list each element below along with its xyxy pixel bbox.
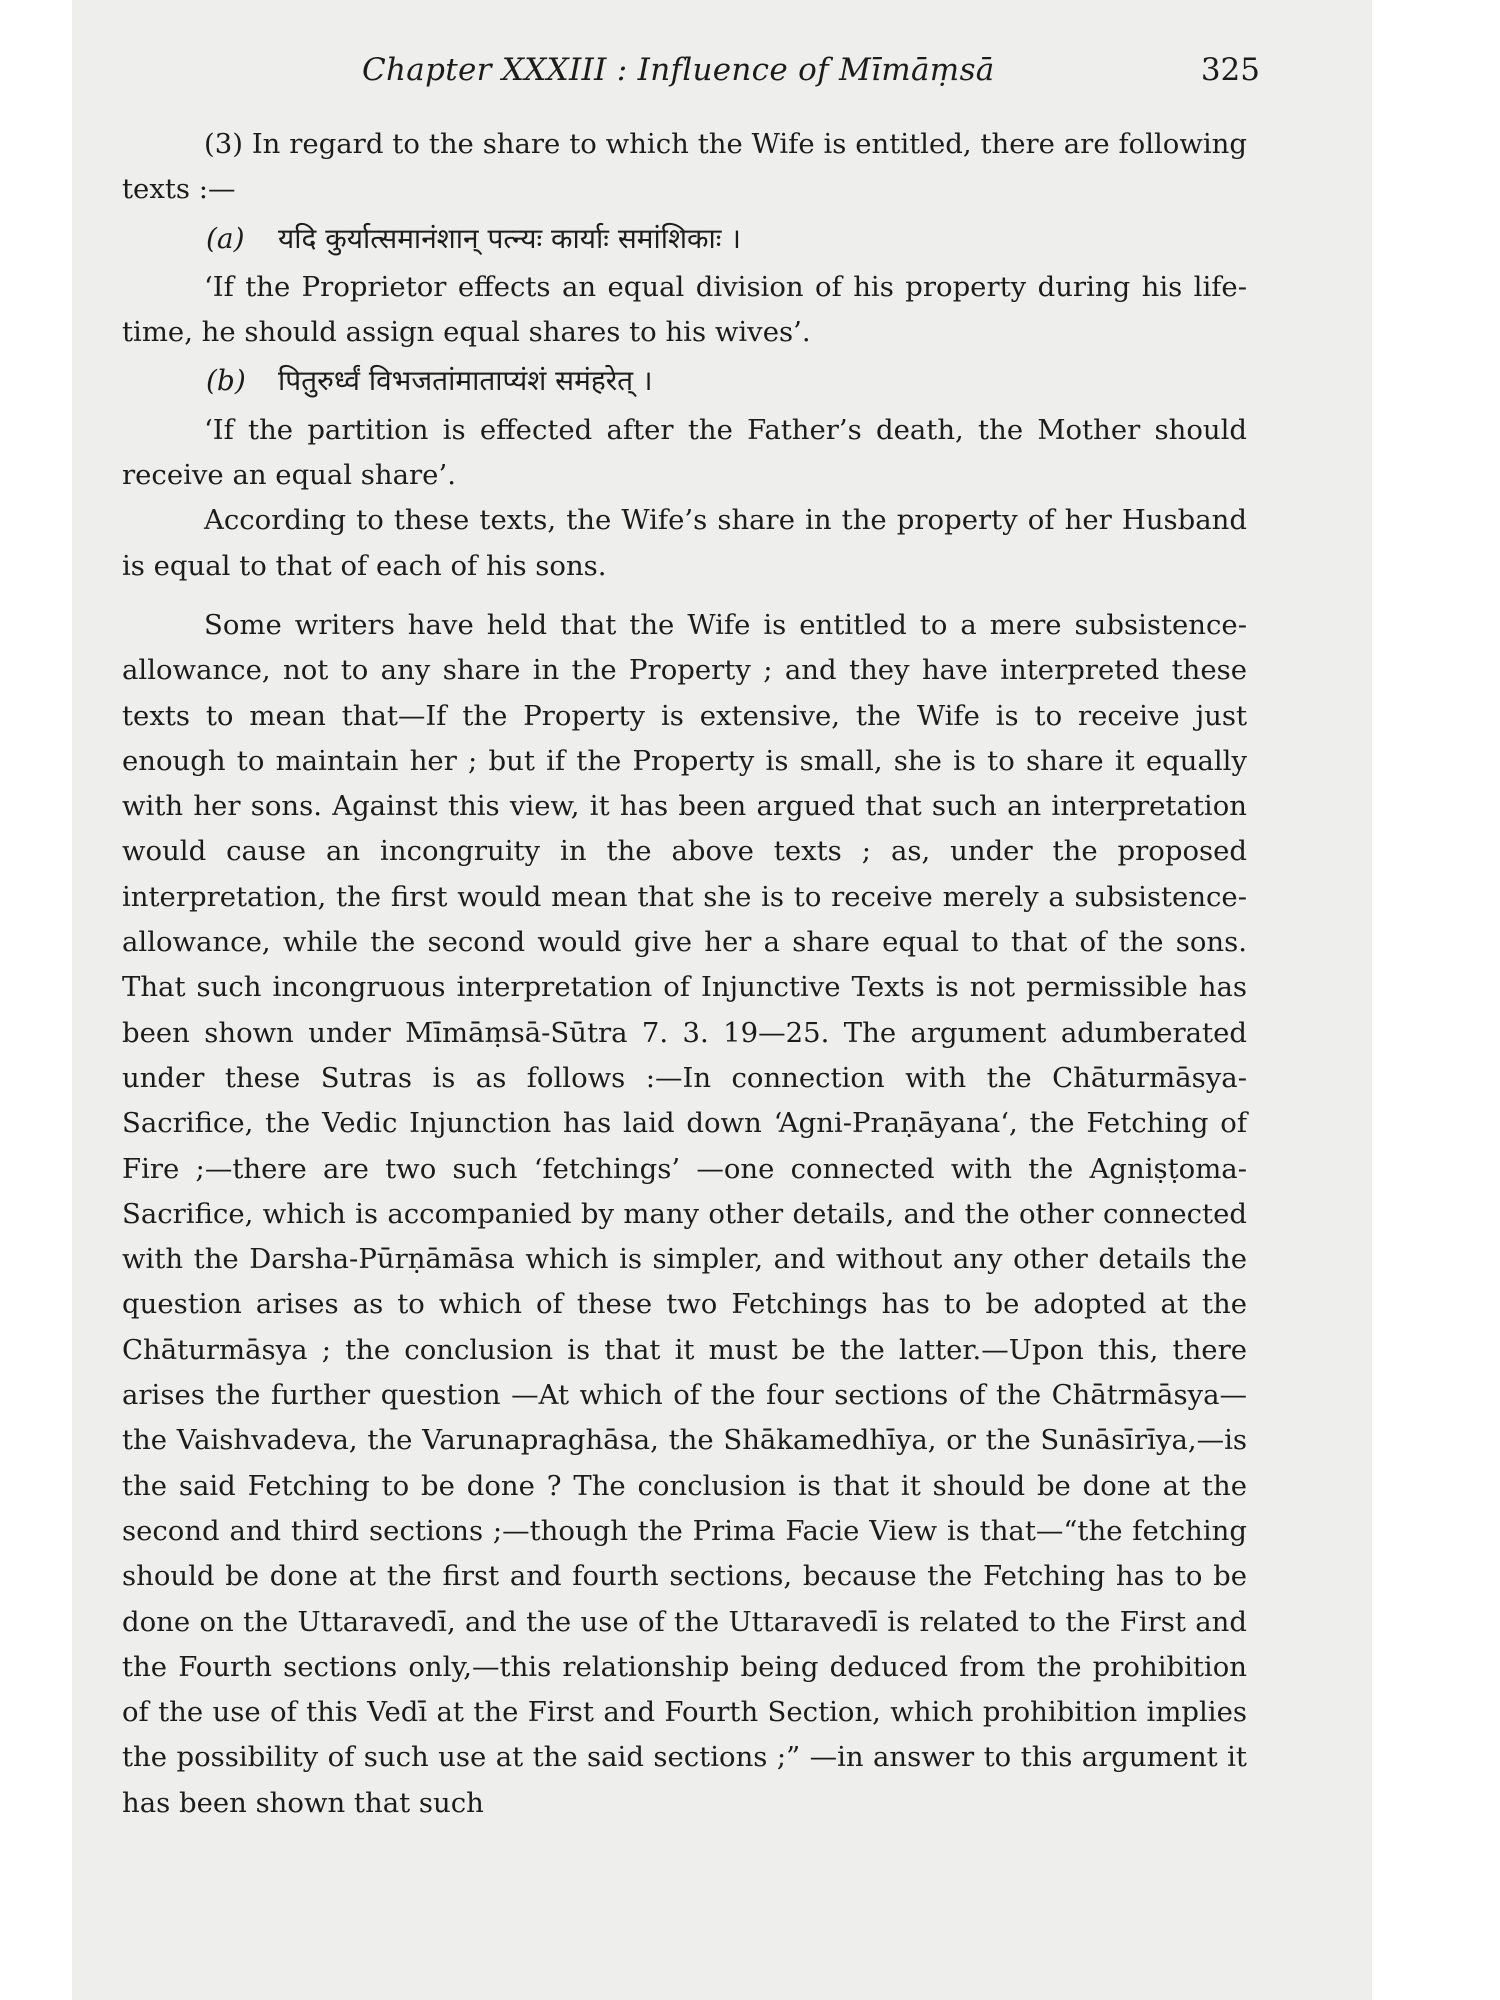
- verse-label-b: (b): [206, 364, 246, 398]
- running-head: Chapter XXXIII : Influence of Mīmāṃsā: [362, 52, 995, 88]
- page-body: [122, 122, 1247, 1826]
- main-paragraph: Some writers have held that the Wife is entitled to a mere subsistence-allowance, not to any share in the Property ; and they have interpreted these texts to mean that—If the Property is extensive, the Wife is to receive just enough to maintain her ; but if the Property is small, she is to share it equally with her sons. Against this view, it has been argued that such an interpretation would cause an incongruity in the above texts ; as, under the proposed interpretation, the first would mean that she is to receive merely a subsistence-allowance, while the second would give her a share equal to that of the sons. That such incongruous interpretation of Injunctive Texts is not permissible has been shown under Mīmāṃsā-Sūtra 7. 3. 19—25. The argument adumberated under these Sutras is as follows :—In connection with the Chāturmāsya-Sacrifice, the Vedic Injunction has laid down ‘Agni-Praṇāyana‘, the Fetching of Fire ;—there are two such ‘fetchings’ —one connected with the Agniṣṭoma-Sacrifice, which is accompanied by many other details, and the other connected with the Darsha-Pūrṇāmāsa which is simpler, and without any other details the question arises as to which of these two Fetchings has to be adopted at the Chāturmāsya ; the conclusion is that it must be the latter.—Upon this, there arises the further question —At which of the four sections of the Chātrmāsya—the Vaishvadeva, the Varunapraghāsa, the Shākamedhīya, or the Sunāsīrīya,—is the said Fetching to be done ? The conclusion is that it should be done at the second and third sections ;—though the Prima Facie View is that—“the fetching should be done at the first and fourth sections, because the Fetching has to be done on the Uttaravedī, and the use of the Uttaravedī is related to the First and the Fourth sections only,—this relationship being deduced from the prohibition of the use of this Vedī at the First and Fourth Section, which prohibition implies the possibility of such use at the said sections ;” —in answer to this argument it has been shown that such: [122, 608, 1247, 1819]
- sanskrit-verse-a: [122, 216, 1247, 261]
- page-number: 325: [1200, 52, 1260, 88]
- sanskrit-text-b: पितुरुर्ध्वं विभजतांमाताप्यंशं समंहरेत् ।: [278, 364, 653, 398]
- verse-label-a: (a): [206, 221, 245, 255]
- section-intro: (3) In regard to the share to which the Wife is entitled, there are following texts :—: [122, 128, 1247, 206]
- section-conclusion: According to these texts, the Wife’s share in the property of her Husband is equal to that of each of his sons.: [122, 504, 1247, 582]
- page-header: [72, 52, 1372, 102]
- sanskrit-text-a: यदि कुर्यात्समानंशान् पत्न्यः कार्याः समांशिकाः ।: [278, 221, 741, 255]
- translation-a: ‘If the Proprietor effects an equal division of his property during his life-time, he should assign equal shares to his wives’.: [122, 270, 1247, 349]
- translation-b: ‘If the partition is effected after the Father’s death, the Mother should receive an equal share’.: [122, 413, 1247, 492]
- book-page: [72, 0, 1372, 2000]
- sanskrit-verse-b: [122, 358, 1247, 403]
